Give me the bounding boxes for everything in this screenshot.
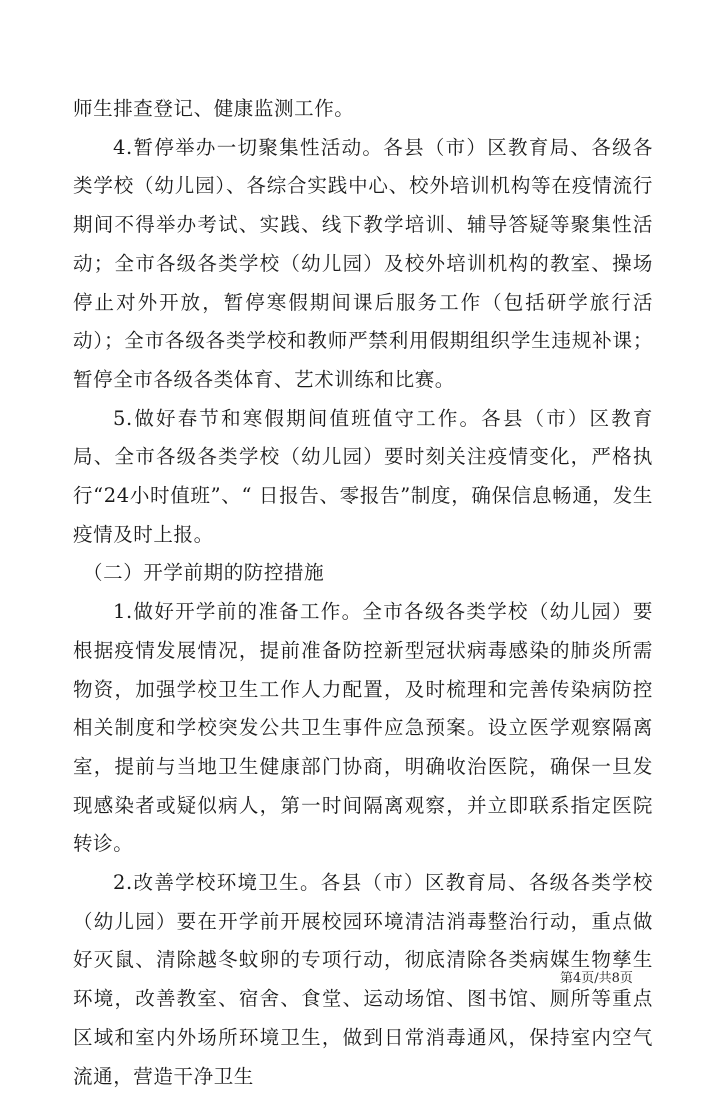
paragraph-continuation: 师生排查登记、健康监测工作。 <box>73 97 355 120</box>
document-body <box>73 90 653 1096</box>
paragraph-item-2: 2.改善学校环境卫生。各县（市）区教育局、各级各类学校（幼儿园）要在开学前开展校园环境清洁消毒整治行动，重点做好灭鼠、清除越冬蚊卵的专项行动，彻底清除各类病媒生物孳生环境，改善教室、宿舍、食堂、运动场馆、图书馆、厕所等重点区域和室内外场所环境卫生，做到日常消毒通风，保持室内空气流通，营造干净卫生 <box>73 871 653 1088</box>
section-heading: （二）开学前期的防控措施 <box>83 561 325 585</box>
paragraph-item-1: 1.做好开学前的准备工作。全市各级各类学校（幼儿园）要根据疫情发展情况，提前准备防控新型冠状病毒感染的肺炎所需物资，加强学校卫生工作人力配置，及时梳理和完善传染病防控相关制度和学校突发公共卫生事件应急预案。设立医学观察隔离室，提前与当地卫生健康部门协商，明确收治医院，确保一旦发现感染者或疑似病人，第一时间隔离观察，并立即联系指定医院转诊。 <box>73 600 653 856</box>
page-number: 第4页/共8页 <box>560 971 633 986</box>
paragraph-item-5: 5.做好春节和寒假期间值班值守工作。各县（市）区教育局、全市各级各类学校（幼儿园）要时刻关注疫情变化，严格执行“24小时值班”、“ 日报告、零报告”制度，确保信息畅通，发生疫情及时上报。 <box>73 406 653 546</box>
paragraph-item-4: 4.暂停举办一切聚集性活动。各县（市）区教育局、各级各类学校（幼儿园）、各综合实践中心、校外培训机构等在疫情流行期间不得举办考试、实践、线下教学培训、辅导答疑等聚集性活动；全市各级各类学校（幼儿园）及校外培训机构的教室、操场停止对外开放，暂停寒假期间课后服务工作（包括研学旅行活动）；全市各级各类学校和教师严禁利用假期组织学生违规补课；暂停全市各级各类体育、艺术训练和比赛。 <box>73 135 653 391</box>
